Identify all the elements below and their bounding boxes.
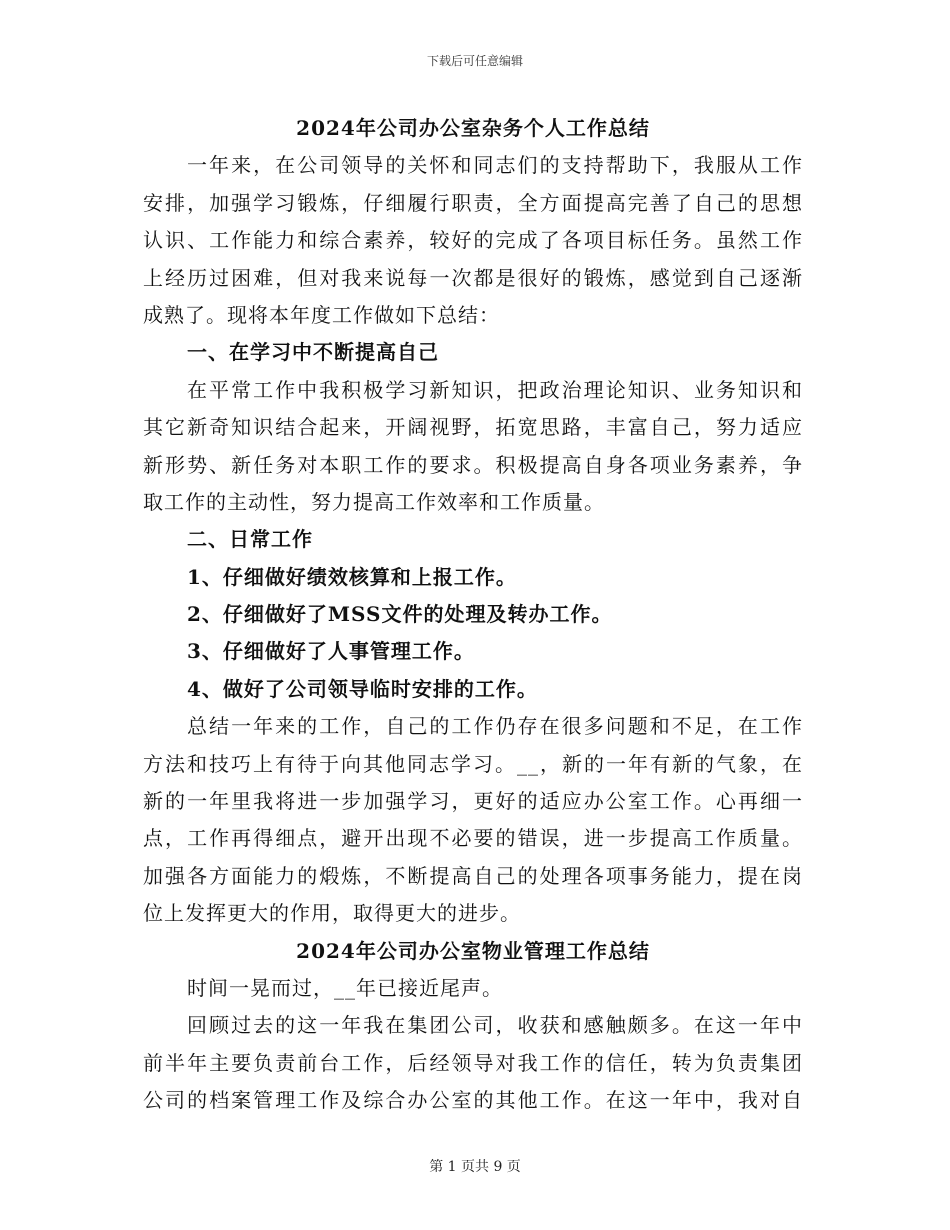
doc1-intro-line: 上经历过困难，但对我来说每一次都是很好的锻炼，感觉到自己逐渐: [143, 265, 803, 290]
doc1-para2-line: 位上发挥更大的作用，取得更大的进步。: [143, 901, 521, 926]
doc2-para2-line: 公司的档案管理工作及综合办公室的其他工作。在这一年中，我对自: [143, 1088, 803, 1113]
doc2-title: 2024年公司办公室物业管理工作总结: [296, 938, 650, 963]
doc1-para2-line: 方法和技巧上有待于向其他同志学习。__，新的一年有新的气象，在: [143, 751, 803, 776]
doc1-para2-line: 点，工作再得细点，避开出现不必要的错误，进一步提高工作质量。: [143, 826, 803, 851]
doc1-intro-line: 一年来，在公司领导的关怀和同志们的支持帮助下，我服从工作: [187, 153, 803, 178]
doc1-intro-line: 认识、工作能力和综合素养，较好的完成了各项目标任务。虽然工作: [143, 228, 803, 253]
doc1-heading-1: 一、在学习中不断提高自己: [187, 340, 439, 365]
doc1-para2-line: 总结一年来的工作，自己的工作仍存在很多问题和不足，在工作: [187, 714, 803, 739]
doc1-heading-2: 二、日常工作: [187, 527, 313, 552]
doc1-intro-line: 安排，加强学习锻炼，仔细履行职责，全方面提高完善了自己的思想: [143, 190, 803, 215]
doc2-para2-line: 回顾过去的这一年我在集团公司，收获和感触颇多。在这一年中: [187, 1013, 803, 1038]
doc1-list-item: 4、做好了公司领导临时安排的工作。: [187, 676, 538, 701]
page-header: 下载后可任意编辑: [426, 54, 523, 68]
doc1-list-item: 2、仔细做好了MSS文件的处理及转办工作。: [187, 602, 613, 627]
doc2-para1: 时间一晃而过，__年已接近尾声。: [187, 975, 503, 1000]
page-footer: 第 1 页共 9 页: [429, 1159, 521, 1175]
doc1-list-item: 3、仔细做好了人事管理工作。: [187, 639, 475, 664]
document-body: [143, 110, 803, 1120]
doc1-intro-line: 成熟了。现将本年度工作做如下总结：: [143, 302, 500, 327]
doc1-para1-line: 在平常工作中我积极学习新知识，把政治理论知识、业务知识和: [187, 377, 803, 402]
doc2-para2-line: 前半年主要负责前台工作，后经领导对我工作的信任，转为负责集团: [143, 1050, 803, 1075]
doc1-title: 2024年公司办公室杂务个人工作总结: [296, 116, 650, 140]
doc1-para1-line: 取工作的主动性，努力提高工作效率和工作质量。: [143, 489, 605, 514]
doc1-para2-line: 加强各方面能力的煅炼，不断提高自己的处理各项事务能力，提在岗: [143, 863, 803, 888]
doc1-para2-line: 新的一年里我将进一步加强学习，更好的适应办公室工作。心再细一: [143, 789, 803, 814]
doc1-list-item: 1、仔细做好绩效核算和上报工作。: [187, 564, 517, 589]
doc1-para1-line: 新形势、新任务对本职工作的要求。积极提高自身各项业务素养，争: [143, 452, 803, 477]
doc1-para1-line: 其它新奇知识结合起来，开阔视野，拓宽思路，丰富自己，努力适应: [143, 415, 803, 440]
